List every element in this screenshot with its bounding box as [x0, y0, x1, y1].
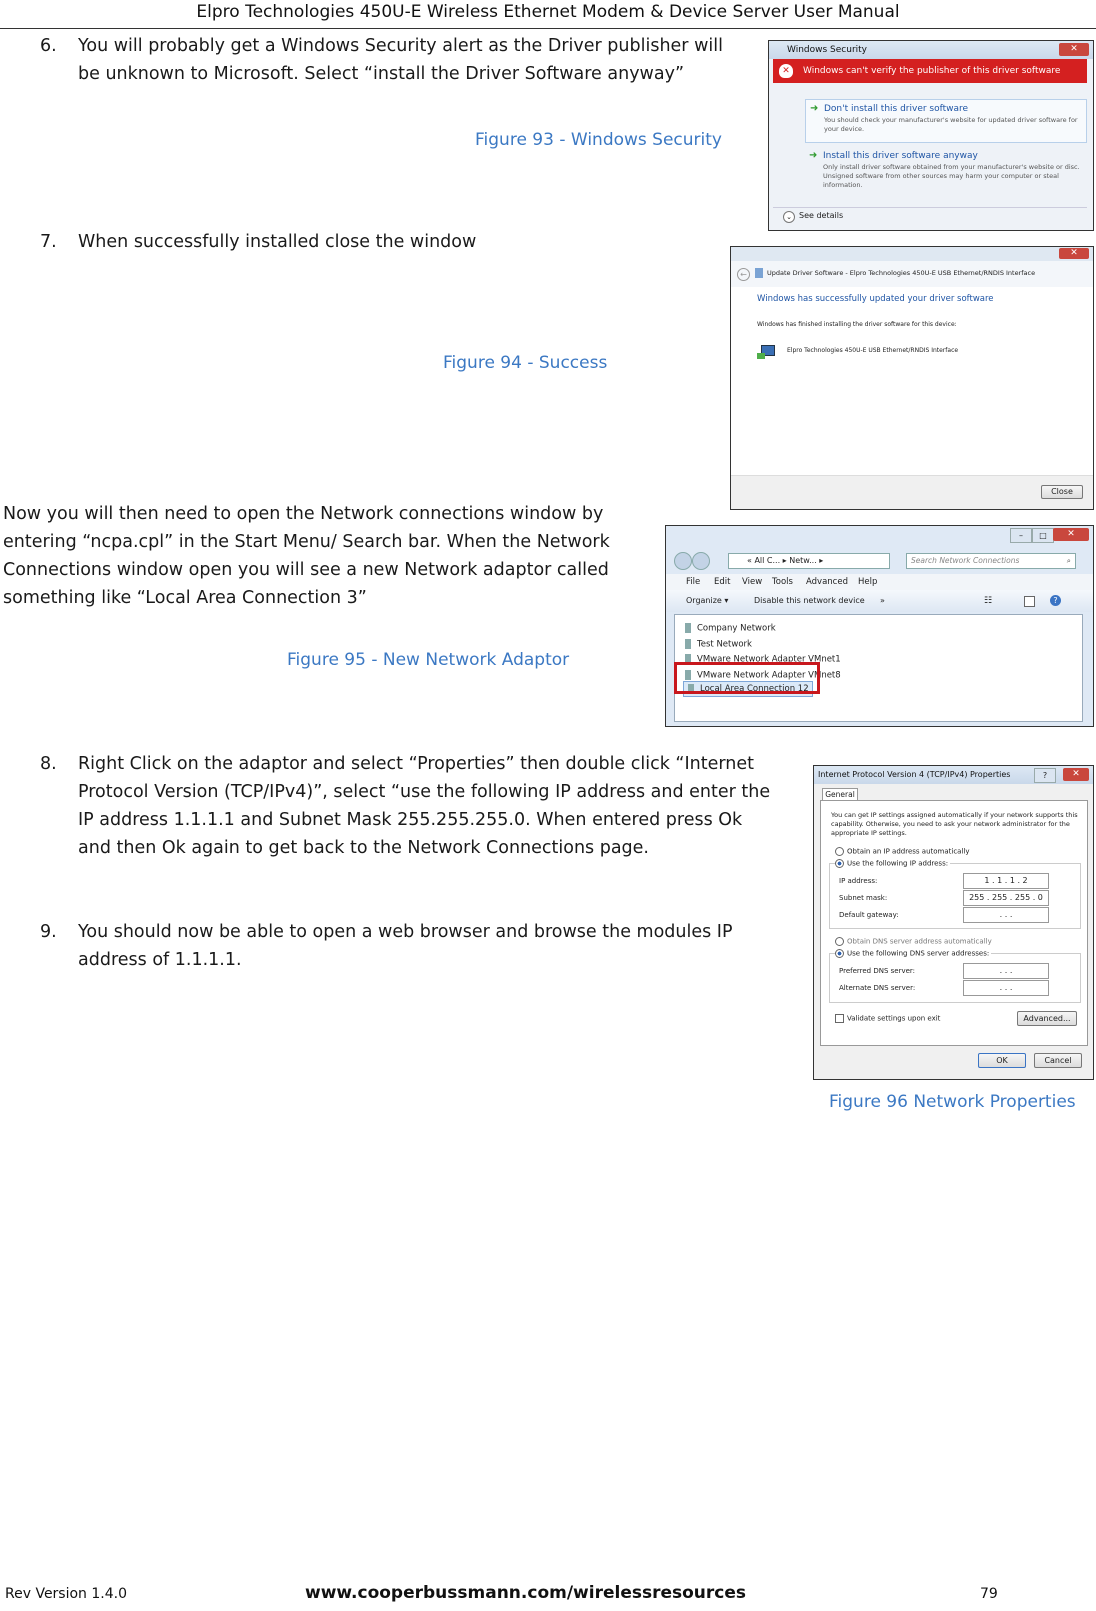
- radio-icon: [835, 859, 844, 868]
- arrow-right-icon: ➜: [810, 103, 819, 114]
- menu-bar: [666, 574, 1093, 590]
- network-icon: [685, 623, 691, 633]
- close-button[interactable]: ✕: [1059, 248, 1089, 259]
- step-7: [0, 228, 700, 258]
- button-bar: [731, 475, 1093, 510]
- success-heading: Windows has successfully updated your driver software: [757, 294, 994, 304]
- page-number: 79: [980, 1586, 998, 1602]
- menu-item-file[interactable]: File: [686, 577, 701, 587]
- help-icon[interactable]: ?: [1050, 595, 1061, 606]
- dialog-titlebar: [769, 41, 1093, 59]
- step-8: [0, 750, 800, 865]
- arrow-right-icon: ➜: [809, 150, 818, 161]
- menu-item-edit[interactable]: Edit: [714, 577, 731, 587]
- highlight-box: [674, 662, 820, 694]
- device-name: Elpro Technologies 450U-E USB Ethernet/RNDIS Interface: [787, 347, 959, 354]
- radio-icon: [835, 949, 844, 958]
- item-label: Test Network: [697, 639, 752, 650]
- intro-text: You can get IP settings assigned automatically if your network supports this capability. Otherwise, you need to ask your network administrator for the appropriate IP settings.: [831, 811, 1078, 837]
- network-instructions: [3, 500, 643, 620]
- use-dns-radio[interactable]: [835, 949, 991, 958]
- address-bar[interactable]: [728, 553, 890, 569]
- toolbar: [666, 590, 1093, 612]
- close-dialog-button[interactable]: Close: [1041, 485, 1083, 499]
- radio-label: Obtain DNS server address automatically: [847, 937, 992, 946]
- menu-item-advanced[interactable]: Advanced: [806, 577, 848, 587]
- close-button[interactable]: ✕: [1063, 768, 1089, 781]
- radio-label: Obtain an IP address automatically: [847, 847, 970, 856]
- network-adapter-icon: [757, 345, 775, 359]
- dialog-title: Internet Protocol Version 4 (TCP/IPv4) Properties: [818, 770, 1011, 779]
- figure-caption: Figure 96 Network Properties: [829, 1092, 1076, 1112]
- close-button[interactable]: ✕: [1053, 528, 1089, 541]
- forward-button[interactable]: [692, 552, 710, 570]
- help-button[interactable]: ?: [1034, 768, 1056, 783]
- dialog-title: Windows Security: [787, 45, 867, 55]
- step-number: 6.: [40, 36, 57, 56]
- item-label: Company Network: [697, 623, 776, 634]
- paragraph-line: something like “Local Area Connection 3”: [3, 588, 367, 608]
- more-button[interactable]: »: [880, 596, 885, 605]
- paragraph-line: Connections window open you will see a new Network adaptor called: [3, 560, 609, 580]
- item-label: VMware Network Adapter VMnet1: [697, 654, 841, 665]
- mask-label: Subnet mask:: [839, 894, 888, 902]
- gateway-label: Default gateway:: [839, 911, 899, 919]
- minimize-button[interactable]: –: [1010, 528, 1032, 543]
- menu-item-view[interactable]: View: [742, 577, 763, 587]
- step-number: 9.: [40, 922, 57, 942]
- preferred-dns-label: Preferred DNS server:: [839, 967, 916, 975]
- auto-ip-radio[interactable]: [835, 847, 970, 856]
- step-text-line: be unknown to Microsoft. Select “install the Driver Software anyway”: [78, 64, 685, 84]
- view-options-icon[interactable]: ☷: [984, 596, 993, 606]
- option-desc: You should check your manufacturer's website for updated driver software for your device.: [824, 116, 1078, 133]
- dialog-title: Update Driver Software - Elpro Technologies 450U-E USB Ethernet/RNDIS Interface: [767, 269, 1036, 277]
- alternate-dns-field[interactable]: . . .: [963, 980, 1049, 996]
- subnet-mask-field[interactable]: 255 . 255 . 255 . 0: [963, 890, 1049, 906]
- item-label: Local Area Connection 12: [700, 684, 809, 694]
- menu-item-tools[interactable]: Tools: [772, 577, 793, 587]
- list-item[interactable]: [685, 639, 752, 650]
- preview-pane-icon[interactable]: [1024, 596, 1035, 607]
- tab-panel: [820, 800, 1088, 1046]
- dialog-titlebar: [731, 247, 1093, 261]
- advanced-button[interactable]: Advanced...: [1017, 1011, 1077, 1026]
- radio-label: Use the following DNS server addresses:: [847, 949, 990, 958]
- search-icon: ⌕: [1066, 556, 1071, 565]
- banner-text: Windows can't verify the publisher of this driver software: [803, 66, 1061, 76]
- back-button[interactable]: [674, 552, 692, 570]
- option-title: Don't install this driver software: [824, 104, 969, 114]
- ip-label: IP address:: [839, 877, 878, 885]
- step-text-line: You should now be able to open a web browser and browse the modules IP: [78, 922, 733, 942]
- search-placeholder: Search Network Connections: [911, 556, 1020, 565]
- ipv4-properties-dialog: [813, 765, 1094, 1080]
- dont-install-option[interactable]: [805, 99, 1087, 143]
- item-label: VMware Network Adapter VMnet8: [697, 670, 841, 681]
- paragraph-line: Now you will then need to open the Network connections window by: [3, 504, 604, 524]
- shield-icon: ✕: [779, 64, 793, 78]
- step-6: [0, 32, 730, 92]
- tab-general[interactable]: General: [822, 788, 858, 801]
- step-text-line: When successfully installed close the window: [78, 232, 477, 252]
- warning-banner: [773, 59, 1087, 83]
- disable-device-button[interactable]: Disable this network device: [754, 596, 865, 605]
- step-9: [0, 918, 790, 978]
- step-text-line: You will probably get a Windows Security alert as the Driver publisher will: [78, 36, 723, 56]
- alternate-dns-label: Alternate DNS server:: [839, 984, 916, 992]
- search-input[interactable]: [906, 553, 1076, 569]
- see-details-link[interactable]: See details: [799, 211, 844, 220]
- footer-revision: Rev Version 1.4.0: [5, 1586, 128, 1602]
- paragraph-line: entering “ncpa.cpl” in the Start Menu/ Search bar. When the Network: [3, 532, 610, 552]
- step-text-line: and then Ok again to get back to the Network Connections page.: [78, 838, 649, 858]
- validate-checkbox[interactable]: [835, 1014, 940, 1023]
- preferred-dns-field[interactable]: . . .: [963, 963, 1049, 979]
- figure-caption: Figure 94 - Success: [443, 353, 608, 373]
- maximize-button[interactable]: □: [1032, 528, 1054, 543]
- cancel-button[interactable]: Cancel: [1034, 1053, 1082, 1068]
- step-number: 8.: [40, 754, 57, 774]
- checkbox-icon: [835, 1014, 844, 1023]
- option-desc: Only install driver software obtained from your manufacturer's website or disc. Unsigned software from other sources may harm your computer or steal information.: [823, 163, 1080, 189]
- checkbox-label: Validate settings upon exit: [847, 1014, 941, 1023]
- auto-dns-radio[interactable]: [835, 937, 992, 946]
- device-icon: [755, 268, 763, 278]
- ok-button[interactable]: OK: [978, 1053, 1026, 1068]
- step-text-line: IP address 1.1.1.1 and Subnet Mask 255.255.255.0. When entered press Ok: [78, 810, 743, 830]
- radio-icon: [835, 847, 844, 856]
- footer-url[interactable]: www.cooperbussmann.com/wirelessresources: [305, 1583, 747, 1603]
- default-gateway-field[interactable]: . . .: [963, 907, 1049, 923]
- network-icon: [685, 639, 691, 649]
- chevron-down-icon[interactable]: ⌄: [783, 211, 795, 223]
- details-bar: [773, 207, 1087, 226]
- step-text-line: Right Click on the adaptor and select “Properties” then double click “Internet: [78, 754, 754, 774]
- step-text-line: Protocol Version (TCP/IPv4)”, select “use the following IP address and enter the: [78, 782, 771, 802]
- page-header: [0, 0, 1096, 29]
- success-sub: Windows has finished installing the driver software for this device:: [757, 321, 957, 328]
- figure-caption: Figure 93 - Windows Security: [475, 130, 722, 150]
- step-text-line: address of 1.1.1.1.: [78, 950, 242, 970]
- address-text: « All C... ▸ Netw... ▸: [747, 556, 824, 565]
- ip-address-field[interactable]: 1 . 1 . 1 . 2: [963, 873, 1049, 889]
- network-connections-window: [665, 525, 1094, 727]
- header-title: Elpro Technologies 450U-E Wireless Ethernet Modem & Device Server User Manual: [196, 2, 900, 22]
- list-item[interactable]: [685, 623, 776, 634]
- step-number: 7.: [40, 232, 57, 252]
- close-button[interactable]: ✕: [1059, 43, 1089, 56]
- address-row: [731, 261, 1093, 287]
- back-arrow-icon[interactable]: ←: [737, 268, 750, 281]
- figure-caption: Figure 95 - New Network Adaptor: [287, 650, 570, 670]
- update-driver-dialog: [730, 246, 1094, 510]
- option-title: Install this driver software anyway: [823, 151, 978, 161]
- radio-label: Use the following IP address:: [847, 859, 949, 868]
- windows-security-dialog: [768, 40, 1094, 231]
- menu-item-help[interactable]: Help: [858, 577, 878, 587]
- use-ip-radio[interactable]: [835, 859, 950, 868]
- organize-button[interactable]: Organize ▾: [686, 596, 729, 605]
- install-anyway-option[interactable]: [805, 147, 1085, 197]
- radio-icon: [835, 937, 844, 946]
